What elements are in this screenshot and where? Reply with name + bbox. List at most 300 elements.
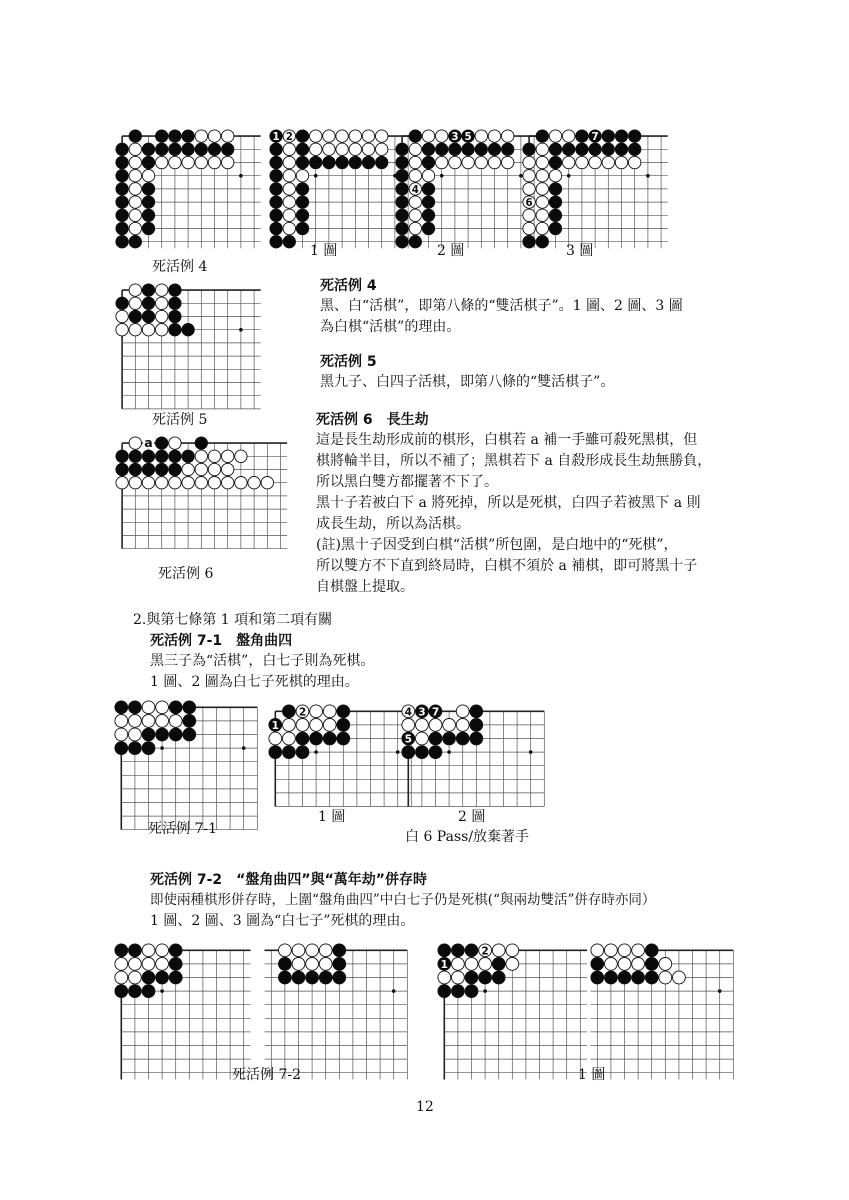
white-stone — [129, 222, 141, 234]
star-point — [242, 746, 246, 750]
white-stone — [591, 944, 604, 957]
black-stone — [536, 236, 548, 248]
stone-label: 2 — [298, 706, 307, 719]
heading-example-6: 死活例 6 長生劫 — [316, 412, 429, 428]
black-stone — [396, 143, 408, 155]
white-stone — [115, 971, 128, 984]
black-stone — [142, 156, 154, 168]
white-stone — [462, 156, 474, 168]
stone-label: 6 — [525, 197, 533, 210]
white-stone — [283, 183, 295, 195]
text-line: 所以黑白雙方都擺著不下了。 — [316, 474, 498, 490]
white-stone — [169, 715, 182, 728]
stone-label: 5 — [464, 131, 472, 144]
white-stone — [283, 732, 296, 745]
white-stone — [156, 944, 169, 957]
white-stone — [506, 958, 519, 971]
board-grid — [121, 950, 250, 1079]
board-example-7-1-figure-2 — [400, 703, 570, 813]
white-stone — [452, 971, 465, 984]
black-stone — [422, 143, 434, 155]
white-stone — [310, 719, 323, 732]
black-stone — [183, 715, 196, 728]
black-stone — [337, 732, 350, 745]
white-stone — [182, 477, 194, 489]
star-point — [483, 989, 487, 993]
white-stone — [422, 170, 434, 182]
white-stone — [222, 477, 234, 489]
white-stone — [349, 130, 361, 142]
black-stone — [283, 705, 296, 718]
white-stone — [589, 156, 601, 168]
white-stone — [195, 130, 207, 142]
white-stone — [169, 477, 181, 489]
black-stone — [116, 196, 128, 208]
black-stone — [470, 732, 483, 745]
white-stone — [523, 156, 535, 168]
white-stone — [409, 222, 421, 234]
white-stone — [156, 297, 168, 309]
white-stone — [235, 450, 247, 462]
star-point — [529, 750, 533, 754]
stone-label: 7 — [431, 706, 440, 719]
black-stone — [142, 222, 154, 234]
white-stone — [129, 156, 141, 168]
white-stone — [438, 971, 451, 984]
page-number: 12 — [416, 1099, 434, 1115]
black-stone — [349, 156, 361, 168]
stone-label: 1 — [272, 131, 280, 144]
white-stone — [129, 437, 141, 449]
board-example-7-2-figure-1-left — [436, 942, 596, 1087]
black-stone — [523, 143, 535, 155]
white-stone — [409, 209, 421, 221]
black-stone — [129, 985, 142, 998]
black-stone — [296, 143, 308, 155]
black-stone — [142, 985, 155, 998]
white-stone — [465, 958, 478, 971]
black-stone — [422, 183, 434, 195]
star-point — [567, 174, 571, 178]
white-stone — [222, 450, 234, 462]
white-stone — [536, 222, 548, 234]
white-stone — [416, 732, 429, 745]
white-stone — [292, 944, 305, 957]
black-stone — [116, 450, 128, 462]
black-stone — [502, 143, 514, 155]
black-stone — [156, 130, 168, 142]
white-stone — [536, 196, 548, 208]
paragraph-example-6 — [316, 430, 711, 598]
white-stone — [323, 130, 335, 142]
text-line: 自棋盤上提取。 — [316, 579, 414, 595]
white-stone — [156, 715, 169, 728]
black-stone — [269, 746, 282, 759]
black-stone — [142, 450, 154, 462]
black-stone — [452, 944, 465, 957]
black-stone — [465, 985, 478, 998]
heading-example-7-1: 死活例 7-1 盤角曲四 — [150, 633, 293, 649]
white-stone — [659, 958, 672, 971]
black-stone — [396, 222, 408, 234]
paragraph-example-7-2 — [150, 890, 655, 932]
white-stone — [409, 143, 421, 155]
board-example-4-figure-3 — [521, 128, 671, 253]
star-point — [239, 328, 243, 332]
black-stone — [142, 196, 154, 208]
black-stone — [129, 742, 142, 755]
black-stone — [576, 143, 588, 155]
white-stone — [402, 719, 415, 732]
black-stone — [333, 971, 346, 984]
black-stone — [129, 701, 142, 714]
white-stone — [195, 477, 207, 489]
white-stone — [502, 156, 514, 168]
black-stone — [116, 170, 128, 182]
black-stone — [296, 130, 308, 142]
board-example-4 — [114, 128, 264, 253]
black-stone — [589, 143, 601, 155]
black-stone — [645, 971, 658, 984]
white-stone — [129, 284, 141, 296]
section-heading-2: 2.與第七條第 1 項和第二項有關 — [133, 612, 333, 628]
black-stone — [470, 719, 483, 732]
white-stone — [319, 958, 332, 971]
black-stone — [115, 742, 128, 755]
black-stone — [645, 944, 658, 957]
stone-label: 1 — [271, 719, 279, 732]
black-stone — [129, 236, 141, 248]
caption-figure-1: 1 圖 — [310, 243, 338, 259]
black-stone — [362, 156, 374, 168]
black-stone — [116, 236, 128, 248]
caption-figure-2: 2 圖 — [437, 243, 465, 259]
white-stone — [208, 130, 220, 142]
white-stone — [142, 715, 155, 728]
black-stone — [116, 183, 128, 195]
white-stone — [279, 944, 292, 957]
white-stone — [235, 477, 247, 489]
black-stone — [296, 196, 308, 208]
white-stone — [296, 170, 308, 182]
black-stone — [462, 143, 474, 155]
stone-label: 4 — [411, 183, 419, 196]
black-stone — [116, 209, 128, 221]
white-stone — [523, 222, 535, 234]
white-stone — [261, 477, 273, 489]
white-stone — [115, 715, 128, 728]
black-stone — [591, 958, 604, 971]
black-stone — [409, 130, 421, 142]
white-stone — [156, 156, 168, 168]
black-stone — [422, 222, 434, 234]
text-line: (註)黑十子因受到白棋“活棋”所包圍，是白地中的“死棋”， — [316, 537, 678, 553]
white-stone — [222, 463, 234, 475]
paragraph-example-7-1 — [150, 651, 374, 693]
black-stone — [270, 183, 282, 195]
white-stone — [492, 944, 505, 957]
white-stone — [349, 143, 361, 155]
black-stone — [270, 143, 282, 155]
text-line: 棋將輪半目，所以不補了；黑棋若下 a 自殺形成長生劫無勝負， — [316, 453, 712, 469]
stone-label: 2 — [481, 945, 489, 958]
white-stone — [306, 944, 319, 957]
stone-label: 3 — [418, 706, 426, 719]
white-stone — [129, 297, 141, 309]
white-stone — [475, 156, 487, 168]
text-line: 這是長生劫形成前的棋形，白棋若 a 補一手雖可殺死黑棋，但 — [316, 432, 698, 448]
white-stone — [129, 728, 142, 741]
white-stone — [376, 143, 388, 155]
black-stone — [409, 236, 421, 248]
white-stone — [488, 130, 500, 142]
black-stone — [116, 222, 128, 234]
white-stone — [283, 222, 295, 234]
black-stone — [549, 222, 561, 234]
black-stone — [270, 196, 282, 208]
black-stone — [169, 463, 181, 475]
black-stone — [129, 310, 141, 322]
white-stone — [436, 156, 448, 168]
black-stone — [323, 156, 335, 168]
black-stone — [129, 130, 141, 142]
white-stone — [169, 156, 181, 168]
caption-example-7-1-figure-2: 2 圖 — [458, 809, 486, 825]
white-stone — [208, 450, 220, 462]
black-stone — [618, 971, 631, 984]
white-stone — [319, 944, 332, 957]
text-line: 黑、白“活棋”，即第八條的“雙活棋子”。1 圖、2 圖、3 圖 — [320, 298, 683, 314]
black-stone — [183, 701, 196, 714]
white-stone — [673, 971, 686, 984]
white-stone — [142, 944, 155, 957]
black-stone — [169, 310, 181, 322]
black-stone — [492, 971, 505, 984]
white-stone — [129, 143, 141, 155]
stone-label: 7 — [591, 131, 599, 144]
stone-label: 2 — [285, 131, 293, 144]
caption-example-7-2-figure-1: 1 圖 — [578, 1067, 606, 1083]
black-stone — [142, 742, 155, 755]
board-example-5 — [114, 282, 264, 417]
black-stone — [195, 143, 207, 155]
black-stone — [310, 156, 322, 168]
black-stone — [296, 209, 308, 221]
black-stone — [208, 143, 220, 155]
black-stone — [396, 183, 408, 195]
black-stone — [156, 437, 168, 449]
black-stone — [333, 944, 346, 957]
black-stone — [416, 746, 429, 759]
white-stone — [336, 143, 348, 155]
white-stone — [156, 477, 168, 489]
black-stone — [536, 130, 548, 142]
white-stone — [523, 209, 535, 221]
white-stone — [605, 958, 618, 971]
white-stone — [129, 971, 142, 984]
white-stone — [269, 732, 282, 745]
black-stone — [470, 705, 483, 718]
white-stone — [615, 156, 627, 168]
black-stone — [116, 143, 128, 155]
white-stone — [156, 958, 169, 971]
white-stone — [142, 324, 154, 336]
white-stone — [618, 944, 631, 957]
black-stone — [169, 971, 182, 984]
caption-example-7-1: 死活例 7-1 — [148, 821, 217, 837]
black-stone — [156, 143, 168, 155]
black-stone — [629, 130, 641, 142]
white-stone — [605, 944, 618, 957]
white-stone — [429, 719, 442, 732]
black-stone — [452, 985, 465, 998]
black-stone — [449, 143, 461, 155]
black-stone — [422, 156, 434, 168]
white-stone — [506, 944, 519, 957]
black-stone — [296, 732, 309, 745]
black-stone — [396, 196, 408, 208]
white-stone — [549, 130, 561, 142]
black-stone — [292, 971, 305, 984]
white-stone — [116, 310, 128, 322]
white-stone — [169, 437, 181, 449]
black-stone — [632, 971, 645, 984]
black-stone — [116, 297, 128, 309]
white-stone — [208, 477, 220, 489]
black-stone — [396, 236, 408, 248]
white-stone — [409, 170, 421, 182]
black-stone — [336, 156, 348, 168]
black-stone — [169, 958, 182, 971]
white-stone — [632, 958, 645, 971]
white-stone — [488, 156, 500, 168]
white-stone — [659, 971, 672, 984]
white-stone — [283, 143, 295, 155]
white-stone — [452, 958, 465, 971]
black-stone — [465, 971, 478, 984]
black-stone — [116, 463, 128, 475]
black-stone — [376, 156, 388, 168]
caption-white-6-pass: 白 6 Pass/放棄著手 — [405, 829, 530, 845]
black-stone — [183, 728, 196, 741]
black-stone — [142, 463, 154, 475]
white-stone — [523, 170, 535, 182]
black-stone — [129, 450, 141, 462]
white-stone — [563, 156, 575, 168]
black-stone — [396, 156, 408, 168]
black-stone — [169, 143, 181, 155]
white-stone — [632, 944, 645, 957]
black-stone — [422, 209, 434, 221]
black-stone — [523, 236, 535, 248]
black-stone — [396, 170, 408, 182]
black-stone — [222, 143, 234, 155]
text-line: 黑三子為“活棋”，白七子則為死棋。 — [150, 653, 375, 669]
star-point — [646, 174, 650, 178]
white-stone — [523, 183, 535, 195]
black-stone — [549, 183, 561, 195]
stone-label: 5 — [404, 733, 412, 746]
paragraph-example-4 — [320, 296, 683, 338]
black-stone — [492, 958, 505, 971]
white-stone — [549, 170, 561, 182]
white-stone — [129, 958, 142, 971]
stone-label: 1 — [440, 958, 448, 971]
black-stone — [422, 196, 434, 208]
black-stone — [429, 732, 442, 745]
black-stone — [156, 971, 169, 984]
black-stone — [319, 971, 332, 984]
black-stone — [115, 701, 128, 714]
board-example-7-1 — [113, 699, 283, 829]
black-stone — [333, 958, 346, 971]
star-point — [396, 750, 400, 754]
star-point — [392, 989, 396, 993]
black-stone — [279, 958, 292, 971]
black-stone — [182, 130, 194, 142]
white-stone — [129, 183, 141, 195]
paragraph-example-5 — [320, 372, 614, 393]
white-stone — [208, 156, 220, 168]
white-stone — [306, 958, 319, 971]
white-stone — [618, 958, 631, 971]
white-stone — [222, 156, 234, 168]
white-stone — [283, 196, 295, 208]
black-stone — [142, 284, 154, 296]
black-stone — [602, 130, 614, 142]
white-stone — [323, 143, 335, 155]
white-stone — [502, 130, 514, 142]
white-stone — [536, 156, 548, 168]
white-stone — [536, 209, 548, 221]
white-stone — [629, 156, 641, 168]
white-stone — [296, 719, 309, 732]
white-stone — [456, 705, 469, 718]
black-stone — [429, 746, 442, 759]
white-stone — [182, 156, 194, 168]
white-stone — [479, 958, 492, 971]
white-stone — [116, 324, 128, 336]
black-stone — [169, 324, 181, 336]
black-stone — [283, 236, 295, 248]
black-stone — [142, 310, 154, 322]
black-stone — [182, 450, 194, 462]
white-stone — [129, 715, 142, 728]
white-stone — [116, 477, 128, 489]
black-stone — [645, 958, 658, 971]
white-stone — [409, 196, 421, 208]
white-stone — [475, 130, 487, 142]
white-stone — [409, 156, 421, 168]
white-stone — [422, 130, 434, 142]
white-stone — [156, 310, 168, 322]
text-line: 成長生劫，所以為活棋。 — [316, 516, 470, 532]
white-stone — [115, 958, 128, 971]
white-stone — [283, 170, 295, 182]
black-stone — [169, 728, 182, 741]
text-line: 1 圖、2 圖、3 圖為“白七子”死棋的理由。 — [150, 913, 415, 929]
black-stone — [129, 463, 141, 475]
black-stone — [465, 944, 478, 957]
text-line: 黑十子若被白下 a 將死掉，所以是死棋，白四子若被黑下 a 則 — [316, 495, 701, 511]
black-stone — [563, 143, 575, 155]
black-stone — [438, 944, 451, 957]
star-point — [314, 750, 318, 754]
caption-example-7-1-figure-1: 1 圖 — [318, 809, 346, 825]
white-stone — [129, 477, 141, 489]
black-stone — [602, 143, 614, 155]
black-stone — [270, 222, 282, 234]
